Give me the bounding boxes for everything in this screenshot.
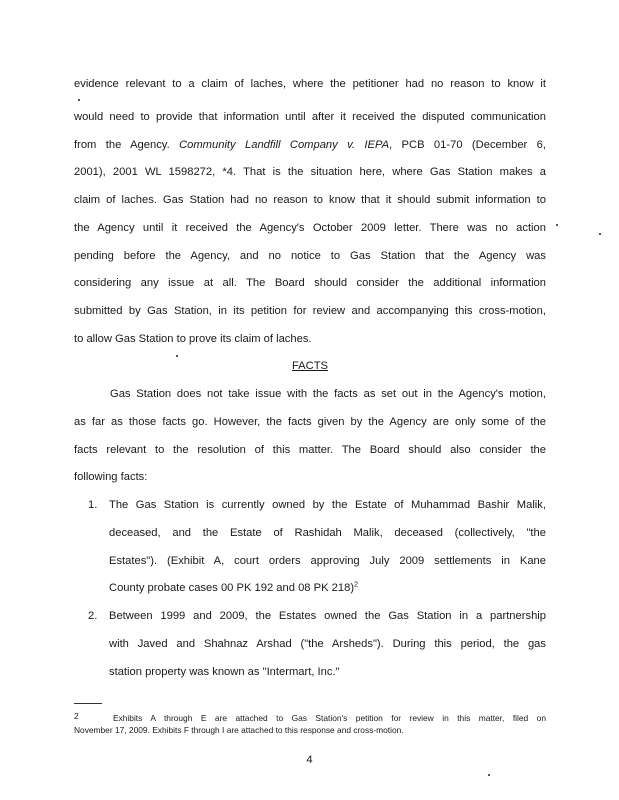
body-line: would need to provide that information until after it received the disputed communication: [74, 111, 546, 123]
body-line-case-citation: from the Agency. Community Landfill Company v. IEPA, PCB 01-70 (December 6,: [74, 139, 546, 151]
scan-speck: [176, 355, 178, 357]
body-line: facts relevant to the resolution of this matter. The Board should also consider the: [74, 444, 546, 456]
body-line: pending before the Agency, and no notice to Gas Station that the Agency was: [74, 250, 546, 262]
footnote-line: November 17, 2009. Exhibits F through I are attached to this response and cross-motion.: [74, 725, 404, 735]
list-item-number: 1.: [88, 499, 98, 511]
body-line: the Agency until it received the Agency's October 2009 letter. There was no action: [74, 222, 546, 234]
body-line: 2001), 2001 WL 1598272, *4. That is the situation here, where Gas Station makes a: [74, 166, 546, 178]
case-name: Community Landfill Company v. IEPA: [179, 139, 390, 151]
body-line: as far as those facts go. However, the facts given by the Agency are only some of the: [74, 416, 546, 428]
list-item-line: Between 1999 and 2009, the Estates owned the Gas Station in a partnership: [109, 610, 546, 622]
body-line: Gas Station does not take issue with the facts as set out in the Agency's motion,: [110, 388, 546, 400]
footnote-rule: [74, 703, 102, 704]
scan-speck: [78, 99, 80, 101]
list-item-line: The Gas Station is currently owned by the Estate of Muhammad Bashir Malik,: [109, 499, 546, 511]
scan-speck: [488, 774, 490, 776]
body-line: claim of laches. Gas Station had no reason to know that it should submit information to: [74, 194, 546, 206]
list-item-line: with Javed and Shahnaz Arshad ("the Arsheds"). During this period, the gas: [109, 638, 546, 650]
body-line: to allow Gas Station to prove its claim of laches.: [74, 333, 312, 345]
list-item-line: Estates"). (Exhibit A, court orders approving July 2009 settlements in Kane: [109, 555, 546, 567]
body-line: submitted by Gas Station, in its petition for review and accompanying this cross-motion,: [74, 305, 546, 317]
list-item-line: station property was known as "Intermart, Inc.": [109, 666, 340, 678]
body-line: considering any issue at all. The Board should consider the additional information: [74, 277, 546, 289]
footnote-ref: 2: [354, 581, 358, 589]
list-item-line: deceased, and the Estate of Rashidah Malik, deceased (collectively, "the: [109, 527, 546, 539]
list-item-number: 2.: [88, 610, 98, 622]
body-line: following facts:: [74, 471, 148, 483]
list-item-line: County probate cases 00 PK 192 and 08 PK 218)$^2$: [109, 581, 358, 594]
body-line: evidence relevant to a claim of laches, where the petitioner had no reason to know it: [74, 78, 546, 90]
scan-speck: [599, 233, 601, 235]
footnote-line: Exhibits A through E are attached to Gas Station's petition for review in this matter, filed on: [113, 713, 546, 723]
footnote-marker: 2: [74, 711, 79, 721]
scan-speck: [556, 224, 558, 226]
facts-heading: FACTS: [291, 360, 329, 372]
page-number: 4: [306, 754, 313, 766]
